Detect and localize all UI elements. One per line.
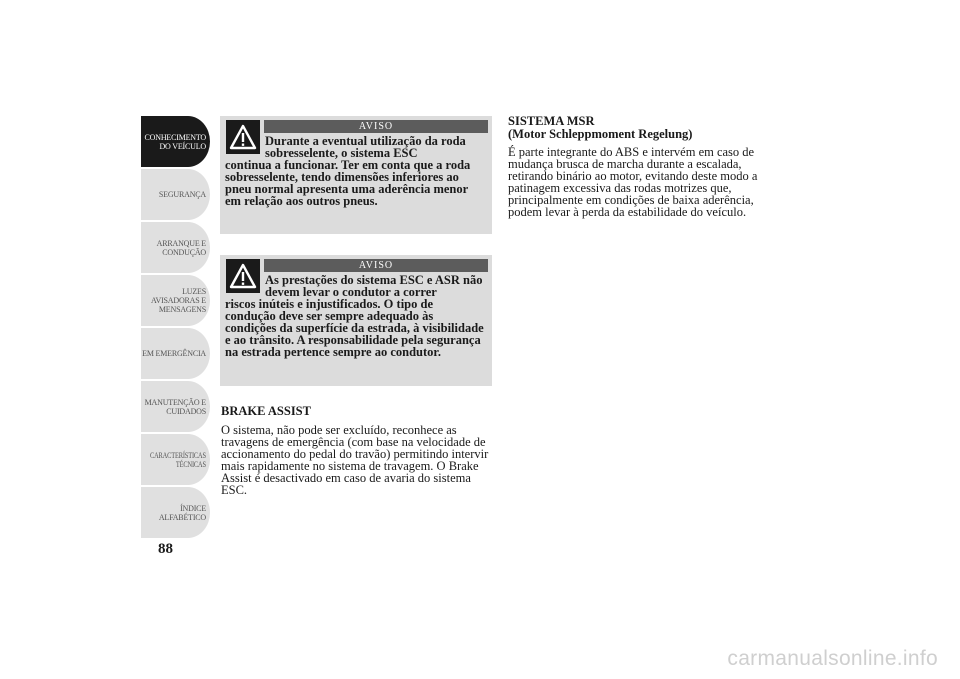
tab-label: MANUTENÇÃO E CUIDADOS bbox=[144, 397, 206, 416]
warning-text-first: As prestações do sistema ESC e ASR não devem levar o condutor a correr bbox=[265, 273, 483, 299]
chapter-nav bbox=[141, 116, 210, 540]
warning-heading: AVISO bbox=[264, 259, 488, 272]
warning-heading: AVISO bbox=[264, 120, 488, 133]
page-number: 88 bbox=[158, 541, 173, 557]
tab-caracteristicas-tecnicas[interactable] bbox=[141, 434, 210, 485]
msr-title-line1: SISTEMA MSR bbox=[508, 114, 595, 128]
tab-label: LUZES AVISADORAS E MENSAGENS bbox=[150, 287, 206, 314]
tab-seguranca[interactable] bbox=[141, 169, 210, 220]
tab-arranque-e-conducao[interactable] bbox=[141, 222, 210, 273]
tab-label: EM EMERGÊNCIA bbox=[142, 349, 206, 358]
tab-indice-alfabetico[interactable] bbox=[141, 487, 210, 538]
warning-box-esc-asr bbox=[220, 255, 492, 386]
warning-text-rest: riscos inúteis e injustificados. O tipo de condução deve ser sempre adequado às condições da superfície da estrada, à visibilidade e ao trânsito. A responsabilidade pela segurança na estrada pertence sempre ao condutor. bbox=[225, 297, 484, 359]
warning-text bbox=[225, 135, 486, 207]
tab-conhecimento-do-veiculo[interactable] bbox=[141, 116, 210, 167]
tab-label: SEGURANÇA bbox=[158, 190, 206, 199]
tab-label: CARACTERÍSTICAS TÉCNICAS bbox=[150, 450, 206, 469]
watermark: carmanualsonline.info bbox=[727, 647, 938, 670]
brake-assist-title: BRAKE ASSIST bbox=[221, 404, 311, 418]
warning-box-spare-wheel bbox=[220, 116, 492, 234]
tab-label: ÍNDICE ALFABÉTICO bbox=[158, 503, 206, 522]
warning-text-rest: continua a funcionar. Ter em conta que a roda sobresselente, tendo dimensões inferiores ao pneu normal apresenta uma aderência menor em relação aos outros pneus. bbox=[225, 158, 471, 208]
warning-text-first: Durante a eventual utilização da roda sobresselente, o sistema ESC bbox=[265, 134, 466, 160]
tab-manutencao-e-cuidados[interactable] bbox=[141, 381, 210, 432]
warning-text bbox=[225, 274, 486, 358]
tab-label: CONHECIMENTO DO VEÍCULO bbox=[144, 132, 206, 151]
brake-assist-text: O sistema, não pode ser excluído, reconhece as travagens de emergência (com base na velocidade de accionamento do pedal do travão) permitindo intervir mais rapidamente no sistema de travagem. O Brake Assist é desactivado em caso de avaria do sistema ESC. bbox=[221, 423, 489, 497]
tab-luzes-avisadoras[interactable] bbox=[141, 275, 210, 326]
tab-em-emergencia[interactable] bbox=[141, 328, 210, 379]
msr-title-line2: (Motor Schleppmoment Regelung) bbox=[508, 127, 693, 141]
msr-text: É parte integrante do ABS e intervém em caso de mudança brusca de marcha durante a escalada, retirando binário ao motor, evitando deste modo a patinagem excessiva das rodas motrizes que, principalmente em condições de baixa aderência, podem levar à perda da estabilidade do veículo. bbox=[508, 145, 758, 219]
tab-label: ARRANQUE E CONDUÇÃO bbox=[156, 238, 206, 257]
